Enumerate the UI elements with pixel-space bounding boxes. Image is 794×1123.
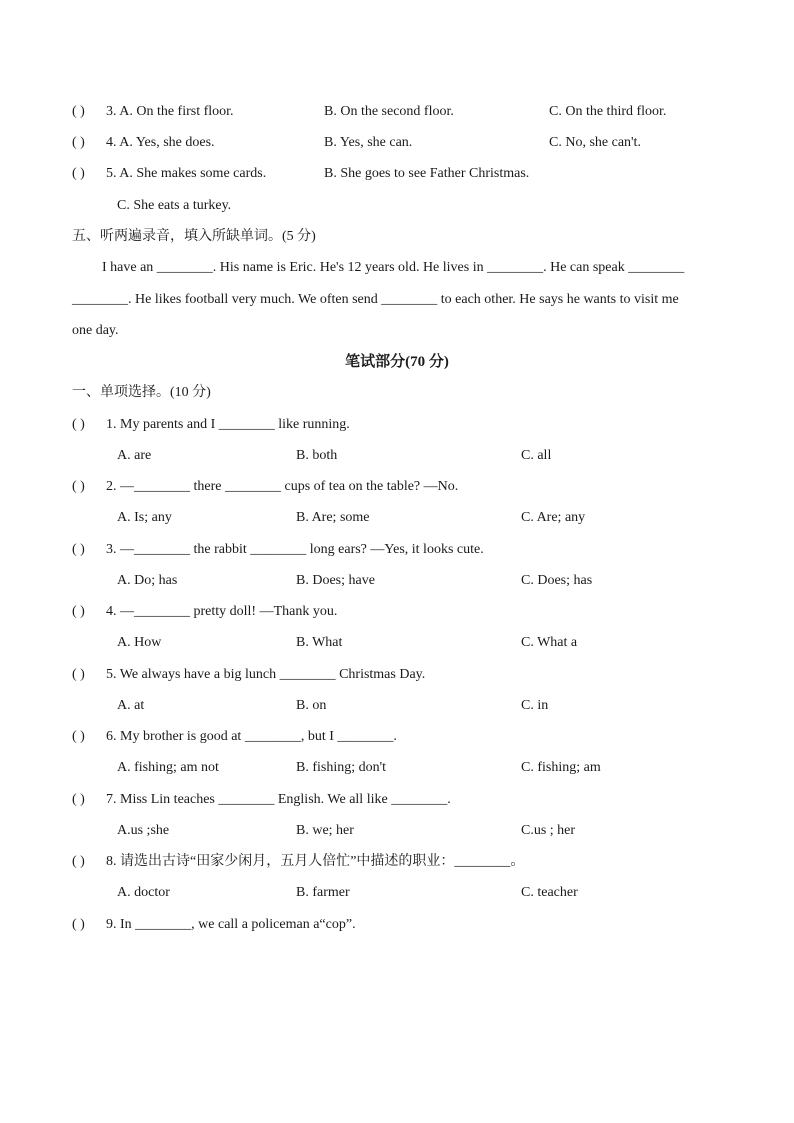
option-b: B. She goes to see Father Christmas. [324,166,530,181]
question-stem: 6. My brother is good at ________, but I ________. [106,729,397,744]
answer-paren[interactable]: ( ) [72,417,85,432]
option-a: 5. A. She makes some cards. [106,166,267,181]
question-stem: 5. We always have a big lunch ________ Christmas Day. [106,667,426,682]
option-c: C. Does; has [521,573,593,588]
option-a: A. How [117,635,162,650]
section1-heading: 一、单项选择。(10 分) [72,385,211,400]
answer-paren[interactable]: ( ) [72,166,85,181]
option-c: C.us ; her [521,823,576,838]
question-8 [0,852,794,872]
option-c: C. Are; any [521,510,586,525]
question-3-options [0,571,794,591]
option-c: C. She eats a turkey. [117,198,232,213]
question-6 [0,727,794,747]
question-stem: 3. —________ the rabbit ________ long ears? —Yes, it looks cute. [106,542,484,557]
option-b: B. farmer [296,885,350,900]
question-1 [0,415,794,435]
listening-q5 [0,164,794,184]
answer-paren[interactable]: ( ) [72,729,85,744]
question-4 [0,602,794,622]
option-c: C. What a [521,635,578,650]
option-a: A. fishing; am not [117,760,219,775]
listening-q5-c-row [0,196,794,216]
answer-paren[interactable]: ( ) [72,667,85,682]
question-stem: 8. 请选出古诗“田家少闲月，五月人倍忙”中描述的职业：________。 [106,854,525,869]
option-a: A. Is; any [117,510,172,525]
section5-heading: 五、听两遍录音，填入所缺单词。(5 分) [72,229,316,244]
answer-paren[interactable]: ( ) [72,792,85,807]
answer-paren[interactable]: ( ) [72,135,85,150]
question-7 [0,790,794,810]
answer-paren[interactable]: ( ) [72,854,85,869]
option-a: 3. A. On the first floor. [106,104,234,119]
answer-paren[interactable]: ( ) [72,542,85,557]
option-a: A. Do; has [117,573,178,588]
answer-paren[interactable]: ( ) [72,604,85,619]
option-b: B. Are; some [296,510,370,525]
option-a: A.us ;she [117,823,170,838]
question-2 [0,477,794,497]
written-part-title: 笔试部分(70 分) [345,354,449,370]
question-6-options [0,758,794,778]
option-c: C. in [521,698,549,713]
option-b: B. Yes, she can. [324,135,413,150]
listening-q4 [0,133,794,153]
option-a: A. at [117,698,145,713]
question-9 [0,915,794,935]
option-b: B. on [296,698,327,713]
question-stem: 4. —________ pretty doll! —Thank you. [106,604,338,619]
option-c: C. teacher [521,885,578,900]
question-4-options [0,633,794,653]
question-1-options [0,446,794,466]
option-c: C. all [521,448,552,463]
question-3 [0,540,794,560]
question-stem: 2. —________ there ________ cups of tea on the table? —No. [106,479,459,494]
answer-paren[interactable]: ( ) [72,917,85,932]
question-7-options [0,821,794,841]
option-b: B. Does; have [296,573,375,588]
question-5 [0,665,794,685]
section5-paragraph-line3: one day. [72,323,119,338]
question-stem: 9. In ________, we call a policeman a“cop”. [106,917,356,932]
option-b: B. we; her [296,823,354,838]
option-b: B. On the second floor. [324,104,454,119]
question-2-options [0,508,794,528]
listening-q3 [0,102,794,122]
option-c: C. fishing; am [521,760,601,775]
option-a: 4. A. Yes, she does. [106,135,215,150]
section5-paragraph-line2: ________. He likes football very much. We often send ________ to each other. He says he wants to visit me [72,292,679,307]
option-b: B. both [296,448,338,463]
option-a: A. are [117,448,152,463]
option-c: C. On the third floor. [549,104,667,119]
answer-paren[interactable]: ( ) [72,479,85,494]
question-stem: 1. My parents and I ________ like running. [106,417,350,432]
section5-paragraph-line1: I have an ________. His name is Eric. He's 12 years old. He lives in ________. He can speak ________ [102,260,685,275]
question-stem: 7. Miss Lin teaches ________ English. We all like ________. [106,792,451,807]
question-5-options [0,696,794,716]
question-8-options [0,883,794,903]
option-c: C. No, she can't. [549,135,641,150]
option-a: A. doctor [117,885,170,900]
option-b: B. What [296,635,343,650]
answer-paren[interactable]: ( ) [72,104,85,119]
option-b: B. fishing; don't [296,760,387,775]
